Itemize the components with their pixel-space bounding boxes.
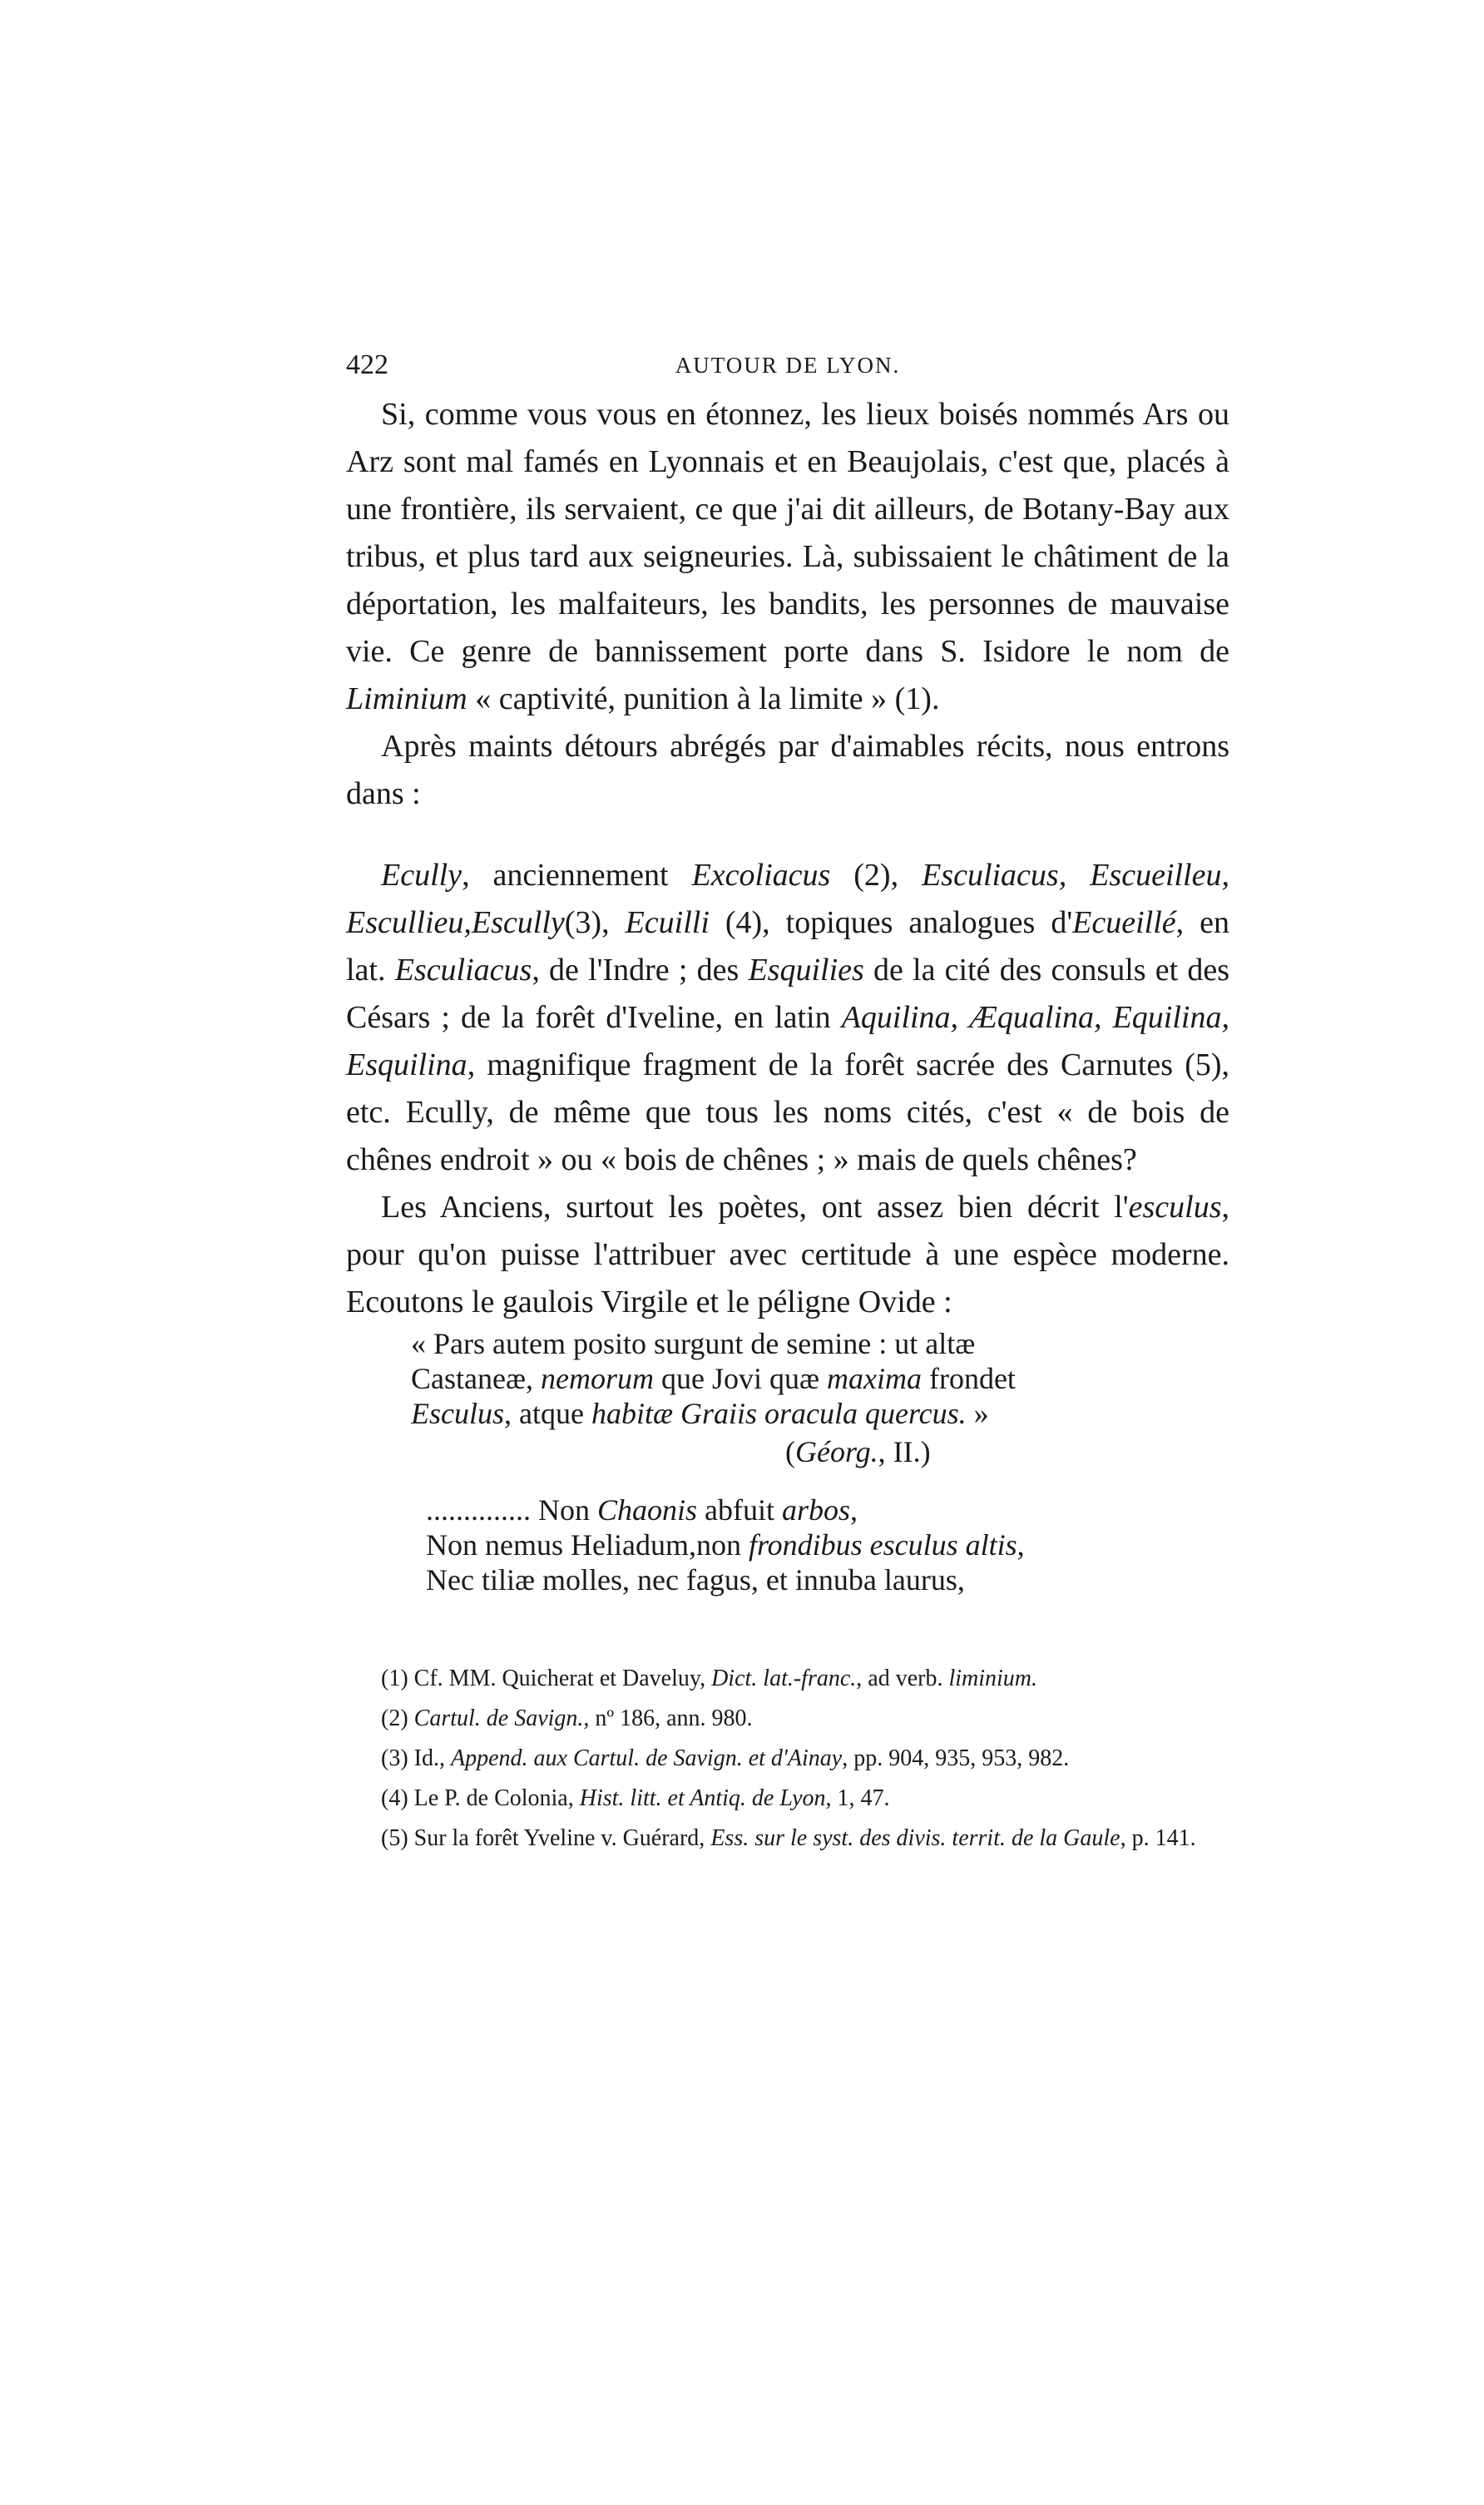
footnote [346,1699,1229,1739]
text-run: , [1017,1528,1025,1562]
book-page [346,349,1229,1859]
text-run: (2), [830,858,923,893]
text-run: « Pars autem posito surgunt de semine : ut altæ [411,1327,976,1360]
italic-text: Géorg. [795,1435,878,1468]
text-run: de la cité des consuls et des Césars ; de la forêt d'Iveline, en latin [346,953,1229,1035]
text-run: « captivité, punition à la limite » (1). [467,681,940,716]
text-run: .............. Non [426,1493,597,1527]
italic-text: esculus [1128,1190,1222,1225]
footnote [346,1659,1229,1699]
italic-text: Esquilies [748,953,864,988]
text-run: (4) Le P. de Colonia, [381,1785,580,1811]
text-run: (3), [564,905,626,940]
text-run: , 1, 47. [825,1785,890,1811]
italic-text: Excoliacus [691,858,831,893]
italic-text: Ecueillé [1072,905,1176,940]
text-run: Si, comme vous vous en étonnez, les lieux boisés nommés Ars ou Arz sont mal famés en Lyonnais et en Beaujolais, c'est que, placés à une frontière, ils servaient, ce que j'ai dit ailleurs, de Botany-Bay aux tribus, et plus tard aux seigneuries. Là, subissaient le châtiment de la déportation, les malfaiteurs, les bandits, les personnes de mauvaise vie. Ce genre de bannissement porte dans S. Isidore le nom de [346,397,1229,669]
verse-line [411,1326,1229,1361]
italic-text: nemorum [540,1362,654,1395]
text-run: Les Anciens, surtout les poètes, ont assez bien décrit l' [381,1190,1129,1225]
footnotes [346,1659,1229,1859]
italic-text: Chaonis [597,1493,698,1527]
italic-text: frondibus esculus altis [748,1528,1017,1562]
paragraph [346,1184,1229,1326]
italic-text: liminium. [948,1666,1038,1691]
italic-text: Aquilina, Æqualina, Equilina, Esquilina [346,1000,1229,1082]
text-run: Non nemus Heliadum,non [426,1528,749,1562]
italic-text: habitæ Graiis oracula quercus. [591,1397,967,1430]
text-run: ( [785,1435,795,1468]
italic-text: Cartul. de Savign. [413,1705,584,1731]
footnote [346,1779,1229,1819]
footnote [346,1739,1229,1779]
text-run: Après maints détours abrégés par d'aimables récits, nous entrons dans : [346,729,1229,811]
text-run: (2) [381,1705,414,1731]
paragraph [346,852,1229,1184]
text-run: (5) Sur la forêt Yveline v. Guérard, [381,1825,711,1851]
running-header [346,349,1229,391]
text-run: Castaneæ, [411,1362,541,1395]
text-run: , p. 141. [1120,1825,1196,1851]
verse-line [411,1396,1229,1431]
italic-text: Esculus [411,1397,504,1430]
text-run: » [966,1397,989,1430]
text-run: que Jovi quæ [653,1362,827,1395]
italic-text: arbos [782,1493,851,1527]
italic-text: maxima [826,1362,922,1395]
italic-text: Dict. lat.-franc. [711,1666,857,1691]
verse-line [411,1361,1229,1396]
verse-quotation-virgil [411,1326,1229,1469]
page-number: 422 [346,349,388,380]
italic-text: Hist. litt. et Antiq. de Lyon [579,1785,826,1811]
text-run: , nº 186, ann. 980. [583,1705,753,1731]
text-run: frondet [921,1362,1016,1395]
text-run: , II.) [878,1435,931,1468]
text-run: , magnifique fragment de la forêt sacrée des Carnutes (5), etc. Ecully, de même que tous les noms cités, c'est « de bois de chênes endroit » ou « bois de chênes ; » mais de quels chênes? [346,1047,1229,1177]
italic-text: Liminium [346,681,467,716]
text-run: , pour qu'on puisse l'attribuer avec certitude à une espèce moderne. Ecoutons le gaulois Virgile et le péligne Ovide : [346,1190,1229,1319]
italic-text: Ecuilli [625,905,710,940]
text-run: , ad verb. [856,1666,949,1691]
text-run: , en lat. [346,905,1230,988]
main-text [346,391,1229,1326]
text-run: Nec tiliæ molles, nec fagus, et innuba laurus, [426,1563,965,1597]
text-run: (1) Cf. MM. Quicherat et Daveluy, [381,1666,712,1691]
text-run: (3) Id., [381,1745,451,1771]
text-run: (4), topiques analogues d' [709,905,1073,940]
text-run: , pp. 904, 935, 953, 982. [842,1745,1070,1771]
verse-quotation-ovid [426,1493,1229,1597]
text-run: , de l'Indre ; des [532,953,749,988]
italic-text: Esculiacus [394,953,532,988]
running-title: AUTOUR DE LYON. [675,353,901,378]
verse-reference [785,1434,1229,1469]
italic-text: Append. aux Cartul. de Savign. et d'Ainay [450,1745,843,1771]
text-run: , [850,1493,858,1527]
italic-text: Ess. sur le syst. des divis. territ. de la Gaule [710,1825,1120,1851]
verse-line [426,1562,1229,1597]
paragraph [346,391,1229,723]
verse-line [426,1493,1229,1527]
text-run: , atque [504,1397,591,1430]
italic-text: Ecully [381,858,463,893]
paragraph [346,723,1229,818]
verse-line [426,1527,1229,1562]
text-run: , anciennement [462,858,692,893]
footnote [346,1819,1229,1859]
text-run: abfuit [697,1493,783,1527]
italic-text: Esculiacus, Escueilleu, Escullieu,Escully [346,858,1229,940]
